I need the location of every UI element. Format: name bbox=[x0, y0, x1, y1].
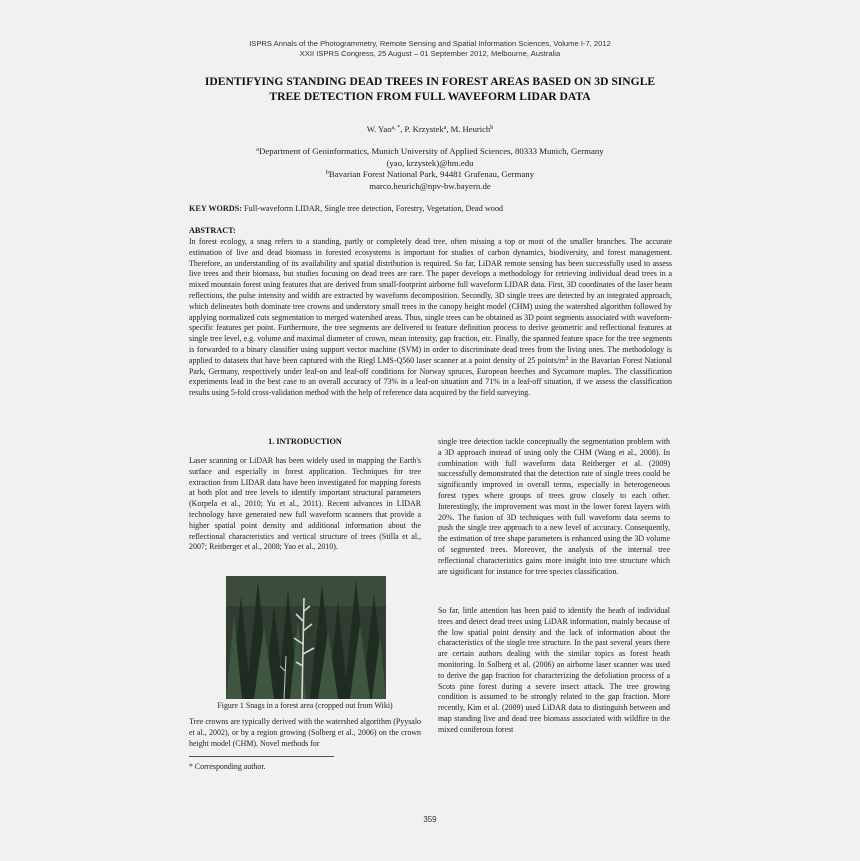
figure-snags-photo bbox=[226, 576, 386, 699]
footnote-corresponding-author: * Corresponding author. bbox=[189, 762, 266, 771]
affiliation-a bbox=[180, 146, 680, 158]
keywords bbox=[189, 204, 672, 213]
abstract-text: in the Bavarian Forest National Park, Germany, respectively under leaf-on and leaf-off conditions for Norway spruces, European beeches and Sycamore maples. The classification experiments lead in the best case to an overall accuracy of 73% in a leaf-on situation and 71% in a leaf-off situation, if we assess the classification results using 5-fold cross-validation method with the help of reference data acquired by the field surveying. bbox=[189, 355, 672, 398]
forest-photo-image bbox=[226, 576, 386, 699]
affil-mark: a bbox=[256, 147, 259, 153]
abstract-text: In forest ecology, a snag refers to a standing, partly or completely dead tree, often missing a top or most of the smaller branches. The accurate estimation of live and dead biomass in forested ecosystems is important for studies of carbon dynamics, biodiversity, and forest management. Therefore, an understanding of its availability and spatial distribution is required. So far, LiDAR remote sensing has been successfully used to assess live trees and their biomass, but studies focusing on dead trees are rare. The paper develops a methodology for retrieving individual dead trees in a mixed mountain forest using features that are derived from small-footprint airborne full waveform LIDAR data. First, 3D coordinates of the laser beam reflections, the pulse intensity and width are extracted by waveform decomposition. Secondly, 3D single trees are detected by an integrated approach, which delineates both dominate tree crowns and understory small trees in the canopy height model (CHM) using the watershed algorithm followed by applying normalized cuts segmentation to merged watershed areas. Thus, single trees can be obtained as 3D point segments associated with waveform-specific features per point. Furthermore, the tree segments are delivered to feature definition process to derive geometric and reflectional features at single tree level, e.g. volume and maximal diameter of crown, mean intensity, gap fraction, etc. Finally, the spanned feature space for the tree segments is forwarded to a binary classifier using support vector machine (SVM) in order to discriminate dead trees from the living ones. The methodology is applied to datasets that have been captured with the Riegl LMS-Q560 laser scanner at a point density of 25 points/m bbox=[189, 237, 672, 365]
abstract-paragraph bbox=[189, 237, 672, 399]
abstract-body bbox=[189, 237, 672, 399]
paragraph: So far, little attention has been paid to identify the heath of individual trees and detect dead trees using LiDAR information, mainly because of the low spatial point density and the lack of information about the characteristics of the single tree structure. In the past several years there are certain authors dealing with the similar topics as forest heath monitoring. In Solberg et al. (2006) an airborne laser scanner was used to derive the gap fraction for characterizing the defoliation process of a Scots pine forest during a severe insect attack. The tree growing condition is assumed to be strongly related to the gap fraction. More recently, Kim et al. (2009) used LiDAR data to distinguish between and map standing live and dead tree biomass associated with wildfire in the mixed coniferous forest bbox=[438, 606, 670, 734]
journal-header-line-2: XXII ISPRS Congress, 25 August – 01 September 2012, Melbourne, Australia bbox=[299, 49, 561, 58]
affiliation-b bbox=[180, 169, 680, 181]
affiliation-a-email: (yao, krzystek)@hm.edu bbox=[386, 157, 474, 168]
author-list bbox=[200, 124, 660, 134]
abstract-heading: ABSTRACT: bbox=[189, 226, 236, 235]
author-affil-mark: a, * bbox=[391, 125, 401, 131]
intro-right-paragraph-1 bbox=[438, 437, 670, 577]
journal-header-line-1: ISPRS Annals of the Photogrammetry, Remote Sensing and Spatial Information Sciences, Volume I-7, 2012 bbox=[249, 39, 611, 48]
affil-text: Bavarian Forest National Park, 94481 Grafenau, Germany bbox=[328, 169, 535, 179]
keywords-label: KEY WORDS: bbox=[189, 204, 242, 213]
author-name: , P. Krzystek bbox=[400, 124, 444, 134]
paper-title bbox=[150, 74, 710, 104]
affil-text: Department of Geoinformatics, Munich University of Applied Sciences, 80333 Munich, Germany bbox=[258, 146, 604, 156]
paper-title-line-2: TREE DETECTION FROM FULL WAVEFORM LIDAR DATA bbox=[269, 90, 591, 103]
author-affil-mark: a bbox=[443, 125, 447, 131]
affiliations bbox=[180, 146, 680, 192]
figure-caption: Figure 1 Snags in a forest area (cropped out from Wiki) bbox=[217, 701, 393, 710]
page-number: 359 bbox=[423, 815, 437, 824]
author-affil-mark: b bbox=[490, 125, 494, 131]
keywords-text: Full-waveform LIDAR, Single tree detection, Forestry, Vegetation, Dead wood bbox=[242, 204, 504, 213]
intro-left-paragraph-1 bbox=[189, 456, 421, 553]
journal-header bbox=[130, 39, 730, 59]
abstract-superscript: 2 bbox=[565, 355, 569, 362]
affil-mark: b bbox=[325, 170, 329, 176]
intro-right-paragraph-2 bbox=[438, 606, 670, 736]
footnote-divider bbox=[189, 756, 334, 757]
paper-title-line-1: IDENTIFYING STANDING DEAD TREES IN FOREST AREAS BASED ON 3D SINGLE bbox=[204, 75, 656, 88]
author-name: , M. Heurich bbox=[446, 124, 491, 134]
affiliation-b-email: marco.heurich@npv-bw.bayern.de bbox=[369, 180, 491, 191]
author-name: W. Yao bbox=[366, 124, 392, 134]
section-heading-introduction: 1. INTRODUCTION bbox=[268, 437, 342, 446]
intro-left-paragraph-2 bbox=[189, 717, 421, 749]
paragraph: Tree crowns are typically derived with the watershed algorithm (Pyysalo et al., 2002), or by a region growing (Solberg et al., 2006) on the crown height model (CHM). Novel methods for bbox=[189, 717, 421, 748]
paragraph: Laser scanning or LiDAR has been widely used in mapping the Earth's surface and especially in forest application. Techniques for tree extraction from LIDAR data have been investigated for mapping forests at both plot and tree levels to identify important structural parameters (Korpela et al., 2010; Yu et al., 2011). Recent advances in LIDAR technology have generated new full waveform scanners that provide a higher spatial point density and additional information about the reflectional characteristics and vertical structure of trees (Stilla et al., 2007; Reitberger et al., 2008; Yao et al., 2010). bbox=[189, 456, 421, 552]
paragraph: single tree detection tackle conceptually the segmentation problem with a 3D approach instead of using only the CHM (Wang et al., 2008). In combination with full waveform data Reitberger et al. (2009) successfully demonstrated that the detection rate of single trees could be significantly improved in overall terms, especially in heterogeneous forest types where groups of trees grow closely to each other. Interestingly, the improvement was most in the lower forest layers with 20%. The fusion of 3D techniques with full waveform data seems to push the single tree approach to a new level of accuracy. Consequently, the estimation of tree shape parameters is enhanced using the 3D volume of segmented trees. Moreover, the analysis of the internal tree reflectional characteristics gains more insight into tree structure which are significant for instance for tree species classification. bbox=[438, 437, 670, 576]
